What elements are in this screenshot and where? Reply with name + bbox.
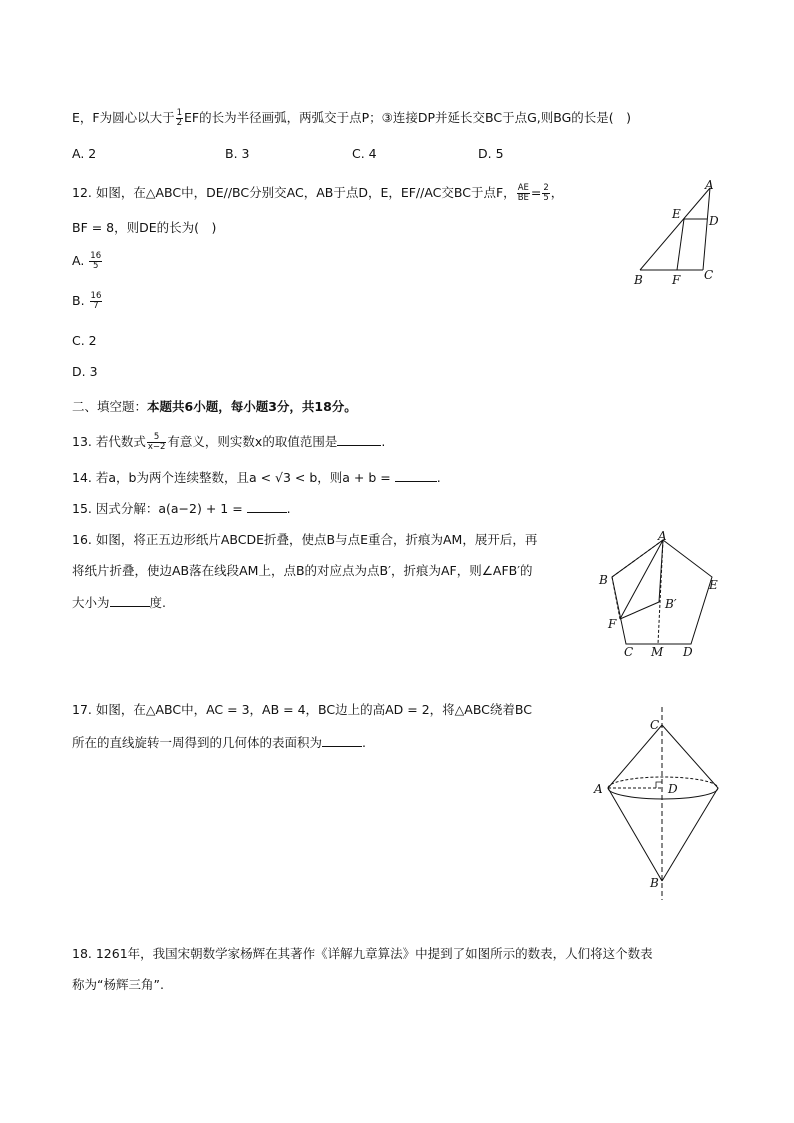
q12-label-a: A [705,178,714,192]
section2-description: 本题共6小题，每小题3分，共18分。 [147,399,357,414]
q12-line1 [72,183,563,203]
q17-line1: 17. 如图，在△ABC中，AC = 3，AB = 4，BC边上的高AD = 2，将△ABC绕着BC [72,702,532,717]
q15-answer-blank[interactable] [247,500,287,513]
q16-line2: 将纸片折叠，使边AB落在线段AM上，点B的对应点为点B′，折痕为AF，则∠AFB′的 [72,563,533,578]
q12-option-b-label: B. [72,293,85,308]
q16-segment-fb2 [620,602,659,619]
q12-label-b: B [634,273,643,287]
q16-label-m: M [651,645,664,659]
q13-fraction [147,433,167,452]
q13-text-post: 有意义，则实数x的取值范围是 [167,434,338,449]
q16-dashed-bf [612,577,620,619]
q17-ellipse-front [608,788,718,799]
q12-ratio-num: AE [517,183,529,193]
q16-label-b: B [599,573,608,587]
q17-right-angle-mark [656,782,662,788]
q12-text: 12. 如图，在△ABC中，DE//BC分别交AC，AB于点D，E，EF//AC交BC于点F， [72,185,516,200]
q17-segment-ca-right [662,725,718,788]
q17-answer-blank[interactable] [322,734,362,747]
q13-end: . [381,434,386,449]
q16-answer-blank[interactable] [110,594,150,607]
q13-answer-blank[interactable] [337,433,381,446]
q16-text-pre: 大小为 [72,595,110,610]
q17-end: . [362,735,366,750]
q14-end: . [436,470,441,485]
q13-text-pre: 13. 若代数式 [72,434,146,449]
q16-fold-af [620,540,663,619]
q17-segment-ab-right [662,788,718,881]
q12-ratio-den: BE [517,193,529,203]
q12-option-d[interactable]: D. 3 [72,364,98,379]
q12-value-fraction [542,184,549,203]
q11-frac-num: 1 [176,108,183,118]
q11-option-c[interactable]: C. 4 [352,146,377,161]
q16-line3 [72,593,166,611]
q12-segment-ab [640,188,710,270]
q12-option-a-den: 5 [93,261,99,271]
q16-label-c: C [624,645,634,659]
q15-end: . [286,501,291,516]
q11-frac-den: 2 [176,118,183,128]
q13-frac-num: 5 [147,433,167,443]
q12-segment-ac [703,188,710,270]
q15 [72,499,291,517]
q12-ratio-fraction [517,184,530,203]
q11-text-post: EF的长为半径画弧，两弧交于点P；③连接DP并延长交BC于点G,则BG的长是( ) [184,110,632,125]
q17-text-pre: 所在的直线旋转一周得到的几何体的表面积为 [72,735,323,750]
q17-label-a: A [594,782,603,796]
q11-option-b[interactable]: B. 3 [225,146,250,161]
section2-prefix: 二、填空题： [72,399,148,414]
q17-segment-ab-left [608,788,662,881]
q12-option-b-fraction [90,292,103,311]
q12-label-e: E [672,207,681,221]
q11-continuation [72,108,631,128]
q16-text-post: 度. [149,595,166,610]
q12-equals: = [530,185,542,200]
q17-ellipse-back [608,777,718,788]
q16-segment-ab2 [659,540,663,602]
q13-frac-den: x−2 [147,442,166,452]
q16-label-b-prime: B′ [665,597,677,611]
q12-option-a-num: 16 [90,251,102,261]
q12-option-c[interactable]: C. 2 [72,333,97,348]
q16-label-d: D [683,645,693,659]
q11-option-d[interactable]: D. 5 [478,146,504,161]
q14-answer-blank[interactable] [395,469,437,482]
q17-label-d: D [668,782,678,796]
section2-heading [72,397,357,415]
q17-label-c: C [650,718,660,732]
q17-line2 [72,733,366,751]
q16-label-a: A [658,529,667,543]
q18-line2: 称为“杨辉三角”. [72,977,164,992]
q17-double-cone-figure [590,705,740,900]
q14 [72,468,441,486]
q12-option-b-den: 7 [93,301,99,311]
q16-label-f: F [608,617,617,631]
q12-label-d: D [709,214,719,228]
q12-option-b[interactable] [72,292,103,311]
q12-comma: ， [550,185,564,200]
q11-option-a[interactable]: A. 2 [72,146,97,161]
q11-fraction [176,109,183,128]
q16-pentagon-figure [592,530,732,665]
q14-text: 14. 若a，b为两个连续整数，且a < √3 < b，则a + b = [72,470,391,485]
q17-label-b: B [650,876,659,890]
q12-option-b-num: 16 [90,291,102,301]
q12-val-den: 5 [543,193,549,203]
q11-text-pre: E，F为圆心以大于 [72,110,175,125]
q12-option-a-fraction [89,252,102,271]
q12-val-num: 2 [543,183,549,193]
q12-line2: BF = 8，则DE的长为( ) [72,220,217,235]
q12-label-f: F [672,273,681,287]
q15-text: 15. 因式分解：a(a−2) + 1 = [72,501,243,516]
q12-option-a-label: A. [72,253,85,268]
q16-line1: 16. 如图，将正五边形纸片ABCDE折叠，使点B与点E重合，折痕为AM，展开后，再 [72,532,538,547]
q17-segment-ca-left [608,725,662,788]
q12-label-c: C [704,268,714,282]
q16-label-e: E [709,578,718,592]
q12-option-a[interactable] [72,252,103,271]
q18-line1: 18. 1261年，我国宋朝数学家杨辉在其著作《详解九章算法》中提到了如图所示的数表，人们将这个数表 [72,946,653,961]
q12-segment-ef [677,219,684,270]
q12-triangle-figure [628,178,728,288]
q13 [72,432,385,452]
